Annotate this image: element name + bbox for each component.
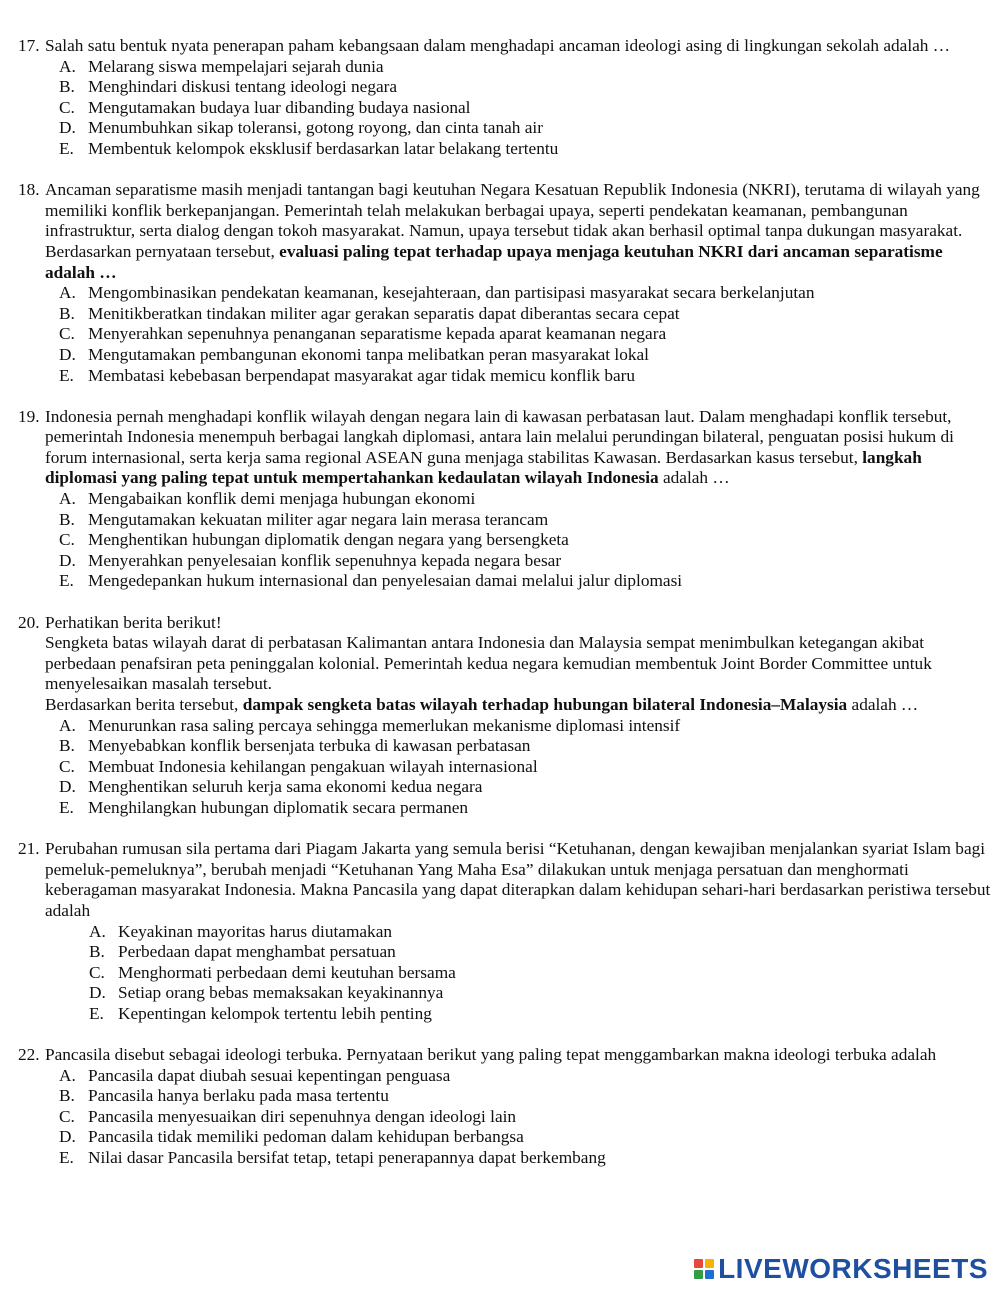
stem-text: Sengketa batas wilayah darat di perbatasan Kalimantan antara Indonesia dan Malaysia sempat menimbulkan ketegangan akibat perbedaan penafsiran peta peninggalan kolonial. Pemerintah kedua negara kemudian membentuk Joint Border Committee untuk menyelesaikan masalah tersebut.: [45, 633, 932, 694]
stem-text: Berdasarkan berita tersebut,: [45, 695, 243, 714]
answer-option-d[interactable]: [45, 551, 996, 572]
option-text: Keyakinan mayoritas harus diutamakan: [118, 921, 393, 941]
option-letter: C.: [59, 1106, 75, 1126]
answer-option-b[interactable]: [45, 304, 996, 325]
stem-text: Pancasila disebut sebagai ideologi terbuka. Pernyataan berikut yang paling tepat menggambarkan makna ideologi terbuka adalah: [45, 1045, 937, 1065]
logo-mark-icon: [694, 1259, 714, 1279]
answer-option-c[interactable]: [45, 1107, 996, 1128]
question-stem: [45, 180, 996, 283]
stem-text: Perubahan rumusan sila pertama dari Piagam Jakarta yang semula berisi “Ketuhanan, dengan kewajiban menjalankan syariat Islam bagi pemeluk-pemeluknya”, berubah menjadi “Ketuhanan Yang Maha Esa” dilakukan untuk menjaga persatuan dan menghormati keberagaman masyarakat Indonesia. Makna Pancasila yang dapat diterapkan dalam kehidupan sehari-hari berdasarkan peristiwa tersebut adalah: [45, 839, 991, 920]
answer-option-e[interactable]: [45, 366, 996, 387]
option-text: Menumbuhkan sikap toleransi, gotong royong, dan cinta tanah air: [88, 118, 543, 138]
answer-option-a[interactable]: [45, 1066, 996, 1087]
option-letter: D.: [59, 1127, 76, 1147]
worksheet-page: [0, 36, 1000, 1189]
option-text: Kepentingan kelompok tertentu lebih penting: [118, 1003, 432, 1023]
option-letter: A.: [59, 715, 76, 735]
question-number: 17.: [18, 36, 40, 55]
answer-option-c[interactable]: [45, 98, 996, 119]
option-letter: A.: [59, 283, 76, 303]
answer-options: [45, 489, 996, 592]
question-stem: [45, 613, 996, 716]
question-number: 19.: [18, 406, 40, 426]
answer-option-c[interactable]: [45, 963, 996, 984]
answer-option-c[interactable]: [45, 530, 996, 551]
option-text: Membentuk kelompok eksklusif berdasarkan latar belakang tertentu: [88, 138, 559, 158]
option-text: Mengutamakan budaya luar dibanding budaya nasional: [88, 97, 471, 117]
question-stem: [45, 36, 996, 57]
question-19: [0, 407, 1000, 592]
option-letter: C.: [59, 324, 75, 344]
option-letter: D.: [89, 983, 106, 1003]
stem-text: Salah satu bentuk nyata penerapan paham kebangsaan dalam menghadapi ancaman ideologi asing di lingkungan sekolah adalah …: [45, 36, 951, 55]
answer-options: [45, 283, 996, 386]
option-text: Menitikberatkan tindakan militer agar gerakan separatis dapat diberantas secara cepat: [88, 303, 680, 323]
option-letter: D.: [59, 777, 76, 797]
option-letter: E.: [59, 138, 74, 158]
stem-emphasis: langkah diplomasi yang paling tepat untuk mempertahankan kedaulatan wilayah Indonesia: [45, 447, 922, 488]
option-letter: B.: [59, 736, 75, 756]
option-text: Mengombinasikan pendekatan keamanan, kesejahteraan, dan partisipasi masyarakat secara berkelanjutan: [88, 283, 815, 303]
option-letter: A.: [89, 921, 106, 941]
answer-options: [45, 1066, 996, 1169]
question-number: 18.: [18, 180, 40, 200]
stem-text: Ancaman separatisme masih menjadi tantangan bagi keutuhan Negara Kesatuan Republik Indonesia (NKRI), terutama di wilayah yang memiliki konflik berkepanjangan. Pemerintah telah melakukan berbagai upaya, seperti pendekatan keamanan, pembangunan infrastruktur, serta dialog dengan tokoh masyarakat. Namun, upaya tersebut tidak akan berhasil optimal tanpa dukungan masyarakat. Berdasarkan pernyataan tersebut,: [45, 180, 980, 261]
option-letter: C.: [59, 756, 75, 776]
answer-option-a[interactable]: [45, 57, 996, 78]
stem-ending: adalah …: [847, 695, 919, 714]
stem-text: Indonesia pernah menghadapi konflik wilayah dengan negara lain di kawasan perbatasan laut. Dalam menghadapi konflik tersebut, pemerintah Indonesia menempuh berbagai langkah diplomasi, antara lain melalui perundingan bilateral, penguatan posisi hukum di forum internasional, serta kerja sama regional ASEAN guna menjaga stabilitas Kawasan. Berdasarkan kasus tersebut,: [45, 406, 954, 467]
question-number: 22.: [18, 1045, 40, 1065]
stem-emphasis: evaluasi paling tepat terhadap upaya menjaga keutuhan NKRI dari ancaman separatisme adalah …: [45, 241, 943, 282]
option-letter: A.: [59, 1065, 76, 1085]
option-text: Pancasila hanya berlaku pada masa tertentu: [88, 1086, 389, 1106]
answer-option-e[interactable]: [45, 571, 996, 592]
answer-option-e[interactable]: [45, 1004, 996, 1025]
option-letter: E.: [59, 1148, 74, 1168]
option-text: Perbedaan dapat menghambat persatuan: [118, 942, 396, 962]
option-text: Mengutamakan pembangunan ekonomi tanpa melibatkan peran masyarakat lokal: [88, 344, 649, 364]
logo-square-3: [694, 1270, 703, 1279]
answer-option-e[interactable]: [45, 139, 996, 160]
answer-option-b[interactable]: [45, 510, 996, 531]
option-text: Membatasi kebebasan berpendapat masyarakat agar tidak memicu konflik baru: [88, 365, 636, 385]
logo-square-1: [694, 1259, 703, 1268]
answer-option-d[interactable]: [45, 1127, 996, 1148]
answer-option-a[interactable]: [45, 716, 996, 737]
option-text: Membuat Indonesia kehilangan pengakuan wilayah internasional: [88, 756, 538, 776]
option-letter: B.: [59, 77, 75, 97]
answer-option-c[interactable]: [45, 757, 996, 778]
option-text: Menghilangkan hubungan diplomatik secara permanen: [88, 797, 469, 817]
option-text: Pancasila dapat diubah sesuai kepentingan penguasa: [88, 1065, 451, 1085]
option-letter: E.: [59, 571, 74, 591]
answer-option-b[interactable]: [45, 77, 996, 98]
question-17: [0, 36, 1000, 160]
logo-square-2: [705, 1259, 714, 1268]
option-letter: B.: [89, 942, 105, 962]
answer-option-e[interactable]: [45, 798, 996, 819]
option-text: Menghentikan hubungan diplomatik dengan negara yang bersengketa: [88, 530, 569, 550]
question-22: [0, 1045, 1000, 1169]
option-letter: C.: [89, 962, 105, 982]
answer-option-d[interactable]: [45, 345, 996, 366]
answer-options: [45, 922, 996, 1025]
stem-ending: adalah …: [658, 468, 730, 488]
option-letter: E.: [59, 797, 74, 817]
answer-option-a[interactable]: [45, 489, 996, 510]
answer-options: [45, 57, 996, 160]
option-text: Pancasila tidak memiliki pedoman dalam kehidupan berbangsa: [88, 1127, 524, 1147]
option-letter: C.: [59, 530, 75, 550]
option-letter: D.: [59, 344, 76, 364]
option-letter: E.: [59, 365, 74, 385]
option-letter: D.: [59, 550, 76, 570]
option-text: Menyebabkan konflik bersenjata terbuka di kawasan perbatasan: [88, 736, 531, 756]
answer-option-d[interactable]: [45, 983, 996, 1004]
question-21: [0, 839, 1000, 1024]
question-stem: [45, 839, 996, 921]
option-text: Setiap orang bebas memaksakan keyakinannya: [118, 983, 444, 1003]
liveworksheets-logo: [694, 1252, 988, 1286]
stem-emphasis: dampak sengketa batas wilayah terhadap hubungan bilateral Indonesia–Malaysia: [242, 695, 848, 714]
answer-option-d[interactable]: [45, 118, 996, 139]
question-stem: [45, 1045, 996, 1066]
option-letter: D.: [59, 118, 76, 138]
answer-option-b[interactable]: [45, 736, 996, 757]
option-letter: E.: [89, 1003, 104, 1023]
answer-option-d[interactable]: [45, 777, 996, 798]
option-letter: B.: [59, 303, 75, 323]
question-18: [0, 180, 1000, 386]
answer-option-b[interactable]: [45, 1086, 996, 1107]
option-letter: A.: [59, 56, 76, 76]
option-text: Menghentikan seluruh kerja sama ekonomi kedua negara: [88, 777, 483, 797]
option-text: Pancasila menyesuaikan diri sepenuhnya dengan ideologi lain: [88, 1106, 517, 1126]
question-stem: [45, 407, 996, 489]
option-letter: C.: [59, 97, 75, 117]
option-letter: A.: [59, 489, 76, 509]
logo-square-4: [705, 1270, 714, 1279]
option-text: Menyerahkan penyelesaian konflik sepenuhnya kepada negara besar: [88, 550, 562, 570]
option-text: Menyerahkan sepenuhnya penanganan separatisme kepada aparat keamanan negara: [88, 324, 667, 344]
answer-option-c[interactable]: [45, 324, 996, 345]
option-text: Nilai dasar Pancasila bersifat tetap, tetapi penerapannya dapat berkembang: [88, 1148, 606, 1168]
option-text: Menghindari diskusi tentang ideologi negara: [88, 77, 398, 97]
option-text: Mengedepankan hukum internasional dan penyelesaian damai melalui jalur diplomasi: [88, 571, 683, 591]
question-number: 21.: [18, 839, 40, 859]
answer-option-b[interactable]: [45, 942, 996, 963]
question-number: 20.: [18, 612, 40, 632]
answer-option-e[interactable]: [45, 1148, 996, 1169]
logo-text: LIVEWORKSHEETS: [718, 1252, 988, 1284]
answer-option-a[interactable]: [45, 283, 996, 304]
option-text: Melarang siswa mempelajari sejarah dunia: [88, 56, 384, 76]
option-text: Menghormati perbedaan demi keutuhan bersama: [118, 962, 456, 982]
question-20: [0, 613, 1000, 819]
option-text: Menurunkan rasa saling percaya sehingga memerlukan mekanisme diplomasi intensif: [88, 715, 681, 735]
option-text: Mengabaikan konflik demi menjaga hubungan ekonomi: [88, 489, 476, 509]
answer-options: [45, 716, 996, 819]
option-letter: B.: [59, 509, 75, 529]
option-letter: B.: [59, 1086, 75, 1106]
stem-text: Perhatikan berita berikut!: [45, 612, 222, 632]
answer-option-a[interactable]: [45, 922, 996, 943]
option-text: Mengutamakan kekuatan militer agar negara lain merasa terancam: [88, 509, 549, 529]
